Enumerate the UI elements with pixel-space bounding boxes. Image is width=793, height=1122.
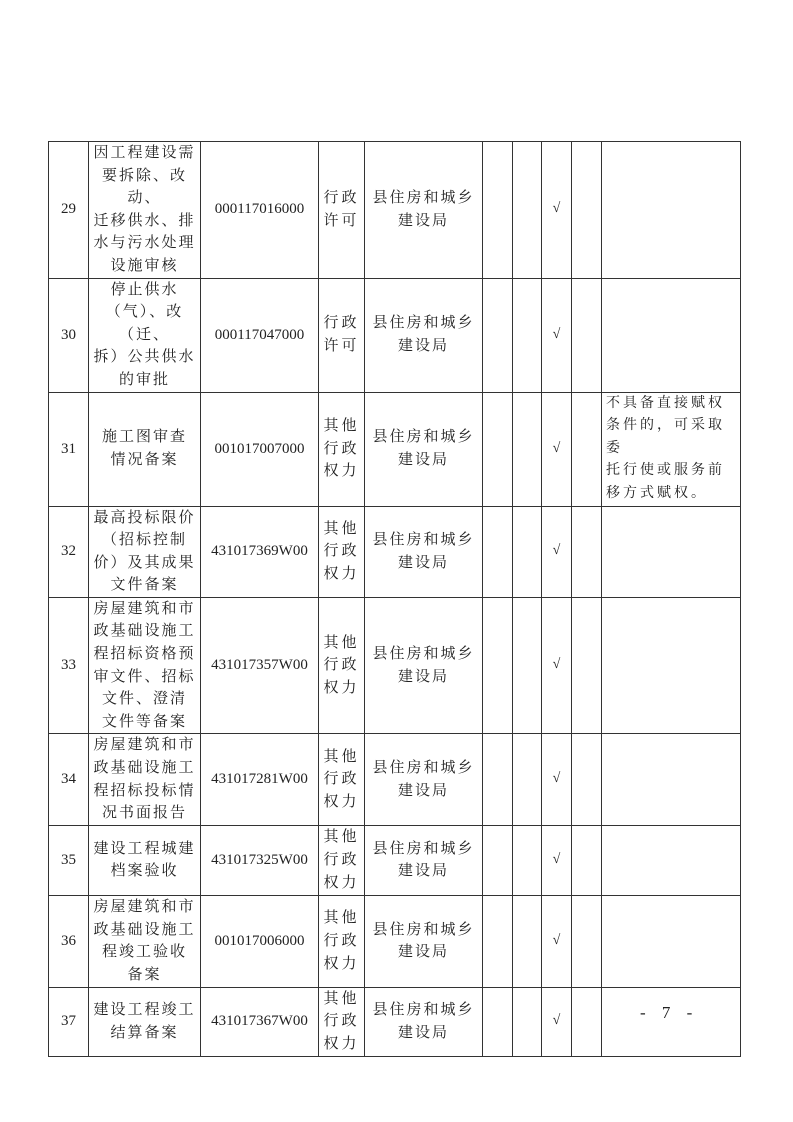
blank-cell <box>572 895 602 987</box>
row-number: 33 <box>49 597 89 734</box>
table-row <box>49 987 741 1056</box>
blank-cell <box>513 895 542 987</box>
page-number: - 7 - <box>640 1003 699 1022</box>
blank-cell <box>513 597 542 734</box>
power-type: 其他 行政 权力 <box>319 734 365 825</box>
row-number: 31 <box>49 392 89 506</box>
remark <box>602 278 741 392</box>
remark <box>602 506 741 597</box>
item-code: 431017325W00 <box>201 825 319 895</box>
blank-cell <box>513 142 542 279</box>
blank-cell <box>513 278 542 392</box>
department: 县住房和城乡 建设局 <box>365 142 483 279</box>
department: 县住房和城乡 建设局 <box>365 392 483 506</box>
department: 县住房和城乡 建设局 <box>365 597 483 734</box>
item-code: 431017281W00 <box>201 734 319 825</box>
power-type: 其他 行政 权力 <box>319 392 365 506</box>
remark <box>602 142 741 279</box>
check-mark: √ <box>542 597 572 734</box>
item-name: 建设工程城建 档案验收 <box>89 825 201 895</box>
power-type: 其他 行政 权力 <box>319 895 365 987</box>
blank-cell <box>513 987 542 1056</box>
table-row <box>49 142 741 279</box>
check-mark: √ <box>542 392 572 506</box>
row-number: 35 <box>49 825 89 895</box>
row-number: 37 <box>49 987 89 1056</box>
department: 县住房和城乡 建设局 <box>365 734 483 825</box>
blank-cell <box>483 895 513 987</box>
blank-cell <box>483 734 513 825</box>
power-type: 其他 行政 权力 <box>319 825 365 895</box>
table-row <box>49 278 741 392</box>
row-number: 34 <box>49 734 89 825</box>
row-number: 30 <box>49 278 89 392</box>
table-row <box>49 506 741 597</box>
remark <box>602 895 741 987</box>
blank-cell <box>572 392 602 506</box>
power-type: 行政 许可 <box>319 278 365 392</box>
blank-cell <box>513 825 542 895</box>
table-row <box>49 895 741 987</box>
item-name: 因工程建设需 要拆除、改动、 迁移供水、排 水与污水处理 设施审核 <box>89 142 201 279</box>
department: 县住房和城乡 建设局 <box>365 506 483 597</box>
department: 县住房和城乡 建设局 <box>365 895 483 987</box>
blank-cell <box>483 142 513 279</box>
remark <box>602 825 741 895</box>
remark <box>602 734 741 825</box>
row-number: 36 <box>49 895 89 987</box>
check-mark: √ <box>542 895 572 987</box>
blank-cell <box>513 734 542 825</box>
item-code: 000117047000 <box>201 278 319 392</box>
blank-cell <box>483 278 513 392</box>
blank-cell <box>513 392 542 506</box>
department: 县住房和城乡 建设局 <box>365 987 483 1056</box>
item-code: 001017006000 <box>201 895 319 987</box>
blank-cell <box>483 987 513 1056</box>
item-name: 施工图审查 情况备案 <box>89 392 201 506</box>
item-code: 431017357W00 <box>201 597 319 734</box>
item-code: 431017369W00 <box>201 506 319 597</box>
power-type: 其他 行政 权力 <box>319 987 365 1056</box>
blank-cell <box>572 278 602 392</box>
blank-cell <box>572 987 602 1056</box>
blank-cell <box>513 506 542 597</box>
check-mark: √ <box>542 987 572 1056</box>
check-mark: √ <box>542 825 572 895</box>
row-number: 29 <box>49 142 89 279</box>
power-list-table <box>48 141 741 1057</box>
blank-cell <box>483 392 513 506</box>
power-type: 其他 行政 权力 <box>319 597 365 734</box>
blank-cell <box>483 506 513 597</box>
item-code: 000117016000 <box>201 142 319 279</box>
blank-cell <box>572 506 602 597</box>
blank-cell <box>483 825 513 895</box>
item-name: 最高投标限价 （招标控制 价）及其成果 文件备案 <box>89 506 201 597</box>
blank-cell <box>483 597 513 734</box>
blank-cell <box>572 142 602 279</box>
item-name: 房屋建筑和市 政基础设施工 程招标资格预 审文件、招标 文件、澄清 文件等备案 <box>89 597 201 734</box>
table-row <box>49 392 741 506</box>
remark <box>602 597 741 734</box>
department: 县住房和城乡 建设局 <box>365 825 483 895</box>
item-name: 房屋建筑和市 政基础设施工 程竣工验收 备案 <box>89 895 201 987</box>
power-type: 其他 行政 权力 <box>319 506 365 597</box>
blank-cell <box>572 734 602 825</box>
remark: 不具备直接赋权 条件的，可采取委 托行使或服务前 移方式赋权。 <box>602 392 741 506</box>
item-name: 建设工程竣工 结算备案 <box>89 987 201 1056</box>
check-mark: √ <box>542 142 572 279</box>
department: 县住房和城乡 建设局 <box>365 278 483 392</box>
table-row <box>49 825 741 895</box>
item-name: 停止供水 （气）、改（迁、 拆）公共供水 的审批 <box>89 278 201 392</box>
row-number: 32 <box>49 506 89 597</box>
blank-cell <box>572 825 602 895</box>
item-code: 431017367W00 <box>201 987 319 1056</box>
check-mark: √ <box>542 278 572 392</box>
item-name: 房屋建筑和市 政基础设施工 程招标投标情 况书面报告 <box>89 734 201 825</box>
power-type: 行政 许可 <box>319 142 365 279</box>
table-row <box>49 734 741 825</box>
item-code: 001017007000 <box>201 392 319 506</box>
blank-cell <box>572 597 602 734</box>
check-mark: √ <box>542 506 572 597</box>
check-mark: √ <box>542 734 572 825</box>
table-row <box>49 597 741 734</box>
